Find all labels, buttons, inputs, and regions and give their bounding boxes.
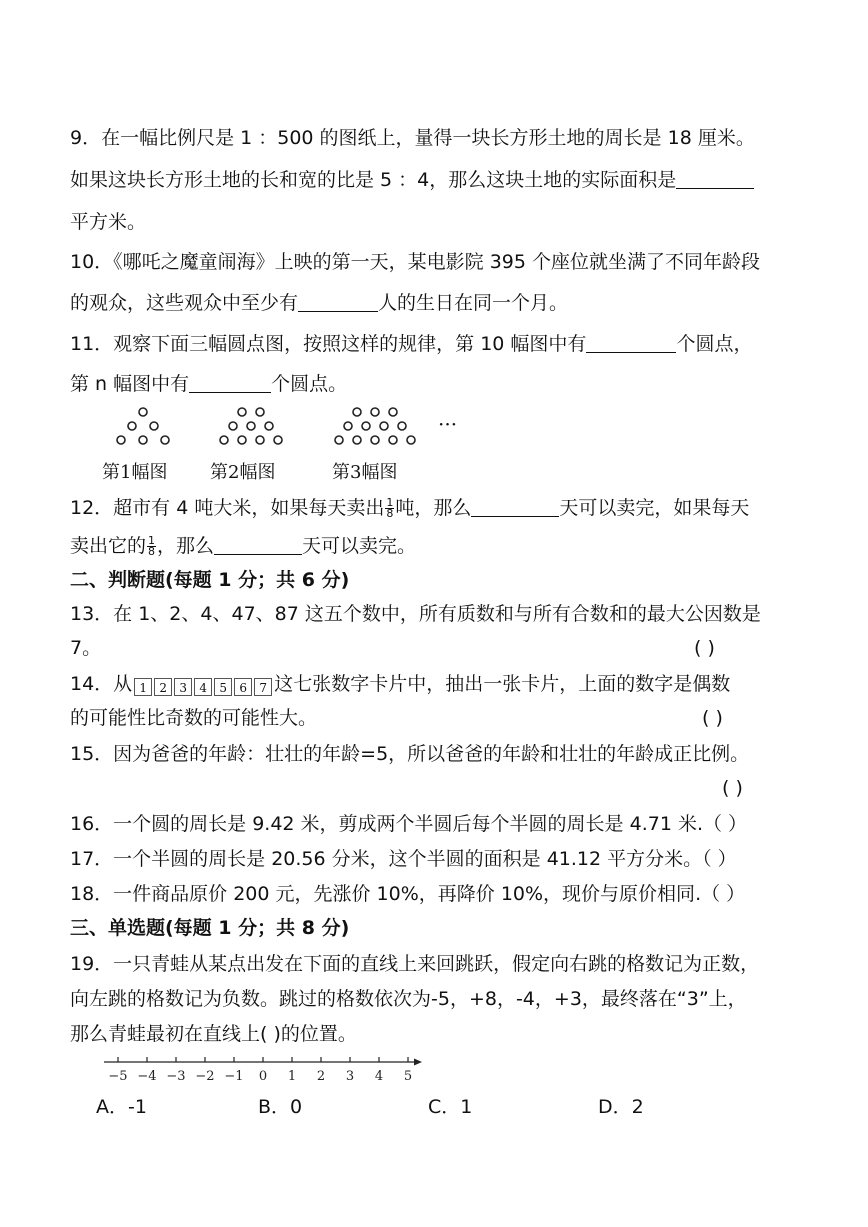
q10-answer-blank[interactable] bbox=[298, 291, 378, 312]
q12-line1 bbox=[70, 494, 749, 522]
figure-caption-3: 第3幅图 bbox=[332, 462, 398, 483]
number-card: 1 bbox=[134, 678, 152, 696]
fraction-numerator: 1 bbox=[386, 496, 394, 509]
number-line-tick-label: −1 bbox=[224, 1069, 244, 1084]
q11-line1 bbox=[70, 330, 752, 358]
q14-line1-start: 14．从 bbox=[70, 673, 133, 695]
figure-caption-2: 第2幅图 bbox=[210, 462, 276, 483]
choice-b[interactable]: B．0 bbox=[258, 1096, 303, 1118]
q12-line2-mid: ，那么 bbox=[157, 535, 215, 557]
number-card: 4 bbox=[194, 678, 212, 696]
q10-line1: 10．《哪吒之魔童闹海》上映的第一天，某电影院 395 个座位就坐满了不同年龄段 bbox=[70, 251, 761, 273]
number-card: 2 bbox=[154, 678, 172, 696]
number-line-tick-label: −5 bbox=[108, 1069, 128, 1084]
q12-answer-blank-1[interactable] bbox=[471, 496, 559, 517]
q12-answer-blank-2[interactable] bbox=[214, 534, 302, 555]
q16-line: 16．一个圆的周长是 9.42 米，剪成两个半圆后每个半圆的周长是 4.71 米.（ ） bbox=[70, 813, 748, 835]
q11-answer-blank-2[interactable] bbox=[189, 372, 271, 393]
q18-line: 18．一件商品原价 200 元，先涨价 10%，再降价 10%，现价与原价相同.（ ） bbox=[70, 883, 746, 905]
number-line-tick-label: −2 bbox=[195, 1069, 215, 1084]
fraction-denominator: 8 bbox=[148, 545, 156, 558]
number-line-tick-label: 0 bbox=[258, 1069, 268, 1084]
q17-line: 17．一个半圆的周长是 20.56 分米，这个半圆的面积是 41.12 平方分米。（ ） bbox=[70, 848, 737, 870]
q9-line3: 平方米。 bbox=[70, 211, 147, 233]
q9-answer-blank[interactable] bbox=[676, 168, 754, 189]
q10-line2-start: 的观众，这些观众中至少有 bbox=[70, 292, 299, 314]
q13-line1: 13．在 1、2、4、47、87 这五个数中，所有质数和与所有合数和的最大公因数是 bbox=[70, 603, 761, 625]
q11-line2-start: 第 n 幅图中有 bbox=[70, 373, 190, 395]
q12-line1-start: 12．超市有 4 吨大米，如果每天卖出 bbox=[70, 497, 385, 519]
choice-a[interactable]: A．-1 bbox=[96, 1096, 147, 1118]
q14-line2: 的可能性比奇数的可能性大。 bbox=[70, 707, 318, 729]
section-true-false-heading: 二、判断题(每题 1 分；共 6 分) bbox=[70, 569, 350, 591]
fraction-numerator: 1 bbox=[148, 534, 156, 547]
dot-ellipsis: ··· bbox=[438, 412, 458, 436]
fraction-one-eighth bbox=[385, 498, 394, 519]
q13-line2: 7。 bbox=[70, 637, 102, 659]
q14-line1-end: 这七张数字卡片中，抽出一张卡片，上面的数字是偶数 bbox=[274, 673, 731, 695]
number-card: 6 bbox=[234, 678, 252, 696]
fraction-one-eighth-2 bbox=[147, 536, 156, 557]
q14-line1 bbox=[70, 670, 730, 698]
q11-line2-end: 个圆点。 bbox=[271, 373, 348, 395]
number-line-tick-label: 2 bbox=[316, 1069, 326, 1084]
q19-line1: 19．一只青蛙从某点出发在下面的直线上来回跳跃，假定向右跳的格数记为正数， bbox=[70, 953, 760, 975]
q12-line2-start: 卖出它的 bbox=[70, 535, 147, 557]
q11-line1-start: 11．观察下面三幅圆点图，按照这样的规律，第 10 幅图中有 bbox=[70, 333, 587, 355]
number-line-tick-label: 1 bbox=[287, 1069, 297, 1084]
q9-line2 bbox=[70, 166, 754, 194]
choice-d[interactable]: D．2 bbox=[598, 1096, 644, 1118]
q10-line2 bbox=[70, 289, 568, 317]
q11-answer-blank-1[interactable] bbox=[586, 332, 676, 353]
q15-answer-parens[interactable]: ( ) bbox=[722, 777, 743, 799]
q19-line2: 向左跳的格数记为负数。跳过的格数依次为-5，+8，-4，+3，最终落在“3”上， bbox=[70, 988, 747, 1010]
q12-line2 bbox=[70, 532, 416, 560]
q13-answer-parens[interactable]: ( ) bbox=[694, 637, 715, 659]
q12-line1-end: 天可以卖完，如果每天 bbox=[559, 497, 750, 519]
number-cards bbox=[134, 678, 272, 696]
number-line-tick-label: −3 bbox=[166, 1069, 186, 1084]
choice-c[interactable]: C．1 bbox=[428, 1096, 473, 1118]
dot-pattern-figures bbox=[110, 402, 460, 452]
number-line-tick-label: 5 bbox=[403, 1069, 413, 1084]
fraction-denominator: 8 bbox=[386, 507, 394, 520]
figure-caption-1: 第1幅图 bbox=[102, 462, 168, 483]
number-line bbox=[100, 1054, 430, 1088]
section-single-choice-heading: 三、单选题(每题 1 分；共 8 分) bbox=[70, 917, 350, 939]
number-line-tick-label: 3 bbox=[345, 1069, 355, 1084]
number-card: 3 bbox=[174, 678, 192, 696]
q9-line2-text: 如果这块长方形土地的长和宽的比是 5 ：4，那么这块土地的实际面积是 bbox=[70, 169, 677, 191]
q12-line2-end: 天可以卖完。 bbox=[302, 535, 417, 557]
q19-line3: 那么青蛙最初在直线上( )的位置。 bbox=[70, 1023, 357, 1045]
q12-line1-mid: 吨，那么 bbox=[395, 497, 472, 519]
q11-line2 bbox=[70, 370, 347, 398]
number-line-tick-label: 4 bbox=[374, 1069, 384, 1084]
q11-line1-end: 个圆点， bbox=[676, 333, 753, 355]
q14-answer-parens[interactable]: ( ) bbox=[702, 707, 723, 729]
number-line-arrow bbox=[414, 1059, 422, 1066]
q10-line2-end: 人的生日在同一个月。 bbox=[378, 292, 569, 314]
q15-line1: 15．因为爸爸的年龄：壮壮的年龄=5，所以爸爸的年龄和壮壮的年龄成正比例。 bbox=[70, 743, 750, 765]
number-card: 5 bbox=[214, 678, 232, 696]
number-line-tick-label: −4 bbox=[137, 1069, 157, 1084]
q9-line1: 9．在一幅比例尺是 1 ：500 的图纸上，量得一块长方形土地的周长是 18 厘米。 bbox=[70, 127, 755, 149]
number-card: 7 bbox=[254, 678, 272, 696]
